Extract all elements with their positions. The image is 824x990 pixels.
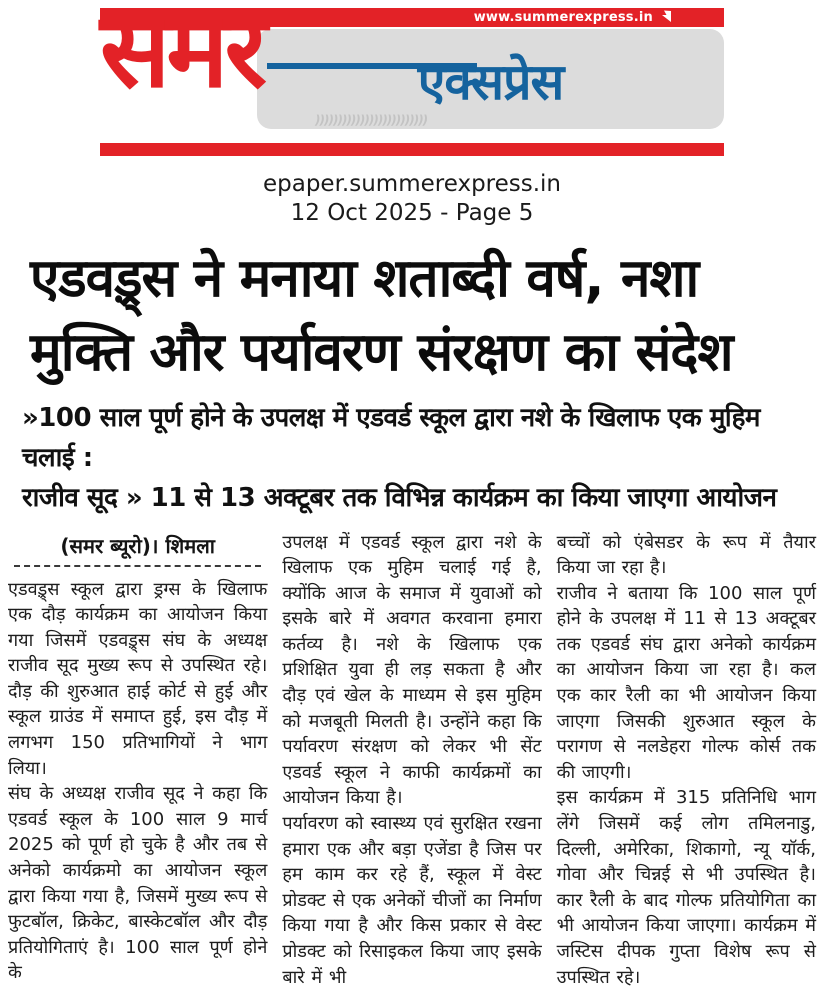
speedlines-decoration: ))))))))))))))))))))))))) (315, 113, 427, 127)
col1-paragraph-1: एडवड़्र्स स्कूल द्वारा ड्रग्स के खिलाफ एक दौड़ कार्यक्रम का आयोजन किया गया जिसमें एडवड़्र्स संघ के अध्यक्ष राजीव सूद मुख्य रूप से उपस्थित रहे। दौड़ की शुरुआत हाई कोर्ट से हुई और स्कूल ग्राउंड में समाप्त हुई, इस दौड़ में लगभग 150 प्रतिभागियों ने भाग लिया। (8, 577, 267, 782)
headline-line-2: मुक्ति और पर्यावरण संरक्षण का संदेश (30, 316, 812, 390)
masthead (100, 8, 724, 156)
logo-express-text: एक्सप्रेस (418, 46, 564, 114)
subheadline-line-1: »100 साल पूर्ण होने के उपलक्ष में एडवर्ड स्कूल द्वारा नशे के खिलाफ एक मुहिम चलाई : (22, 398, 814, 478)
headline-line-1: एडवड़्र्स ने मनाया शताब्दी वर्ष, नशा (30, 242, 812, 316)
masthead-url[interactable]: www.summerexpress.in (474, 10, 653, 25)
subheadline-line-2: राजीव सूद » 11 से 13 अक्टूबर तक विभिन्न कार्यक्रम का किया जाएगा आयोजन (22, 478, 814, 518)
column-3 (557, 530, 816, 990)
dashed-rule (14, 565, 261, 567)
article-headline (0, 228, 824, 390)
col1-paragraph-2: संघ के अध्यक्ष राजीव सूद ने कहा कि एडवर्ड स्कूल के 100 साल 9 मार्च 2025 को पूर्ण हो चुके है और तब से अनेको कार्यक्रमो का आयोजन स्कूल द्वारा किया गया है, जिसमें मुख्य रूप से फुटबॉल, क्रिकेट, बास्केटबॉल और दौड़ प्रतियोगिताएं है। 100 साल पूर्ण होने के (8, 781, 267, 986)
article-columns (0, 518, 824, 990)
col3-paragraph-2: राजीव ने बताया कि 100 साल पूर्ण होने के उपलक्ष में 11 से 13 अक्टूबर तक एडवर्ड संघ द्वारा अनेको कार्यक्रम का आयोजन किया जा रहा है। कल एक कार रैली का भी आयोजन किया जाएगा जिसकी शुरुआत स्कूल के परागण से नलडेहरा गोल्फ कोर्स तक की जाएगी। (557, 581, 816, 786)
newspaper-page (0, 8, 824, 990)
logo-express-box (257, 29, 724, 129)
col3-paragraph-3: इस कार्यक्रम में 315 प्रतिनिधि भाग लेंगे जिसमें कई लोग तमिलनाडु, दिल्ली, अमेरिका, शिकागो, न्यू यॉर्क, गोवा और चिन्नई से भी उपस्थित है। कार रैली के बाद गोल्फ प्रतियोगिता का भी आयोजन किया जाएगा। कार्यक्रम में जस्टिस दीपक गुप्ता विशेष रूप से उपस्थित रहे। (557, 785, 816, 990)
column-2 (282, 530, 541, 990)
col3-paragraph-1: बच्चों को एंबेसडर के रूप में तैयार किया जा रहा है। (557, 530, 816, 581)
column-1 (8, 530, 267, 990)
article-subheadline (0, 390, 824, 518)
masthead-bottom-bar (100, 143, 724, 156)
masthead-logo-row (100, 8, 724, 136)
page-meta (0, 170, 824, 228)
col2-paragraph-1: उपलक्ष में एडवर्ड स्कूल द्वारा नशे के खिलाफ एक मुहिम चलाई गई है, क्योंकि आज के समाज में युवाओं को इसके बारे में अवगत करवाना हमारा कर्तव्य है। नशे के खिलाफ एक प्रशिक्षित युवा ही लड़ सकता है और दौड़ एवं खेल के माध्यम से इस मुहिम को मजबूती मिलती है। उन्होंने कहा कि पर्यावरण संरक्षण को लेकर भी सेंट एडवर्ड स्कूल ने काफी कार्यक्रमों का आयोजन किया है। (282, 530, 541, 812)
col2-paragraph-2: पर्यावरण को स्वास्थ्य एवं सुरक्षित रखना हमारा एक और बड़ा एजेंडा है जिस पर हम काम कर रहे हैं, स्कूल में वेस्ट प्रोडक्ट से एक अनेकों चीजों का निर्माण किया गया है और किस प्रकार से वेस्ट प्रोडक्ट को रिसाइकल किया जाए इसके बारे में भी (282, 811, 541, 990)
epaper-url: epaper.summerexpress.in (0, 170, 824, 199)
date-page-line: 12 Oct 2025 - Page 5 (0, 199, 824, 228)
logo-samar-text: समर (100, 0, 263, 136)
dateline: (समर ब्यूरो)। शिमला (8, 532, 267, 559)
